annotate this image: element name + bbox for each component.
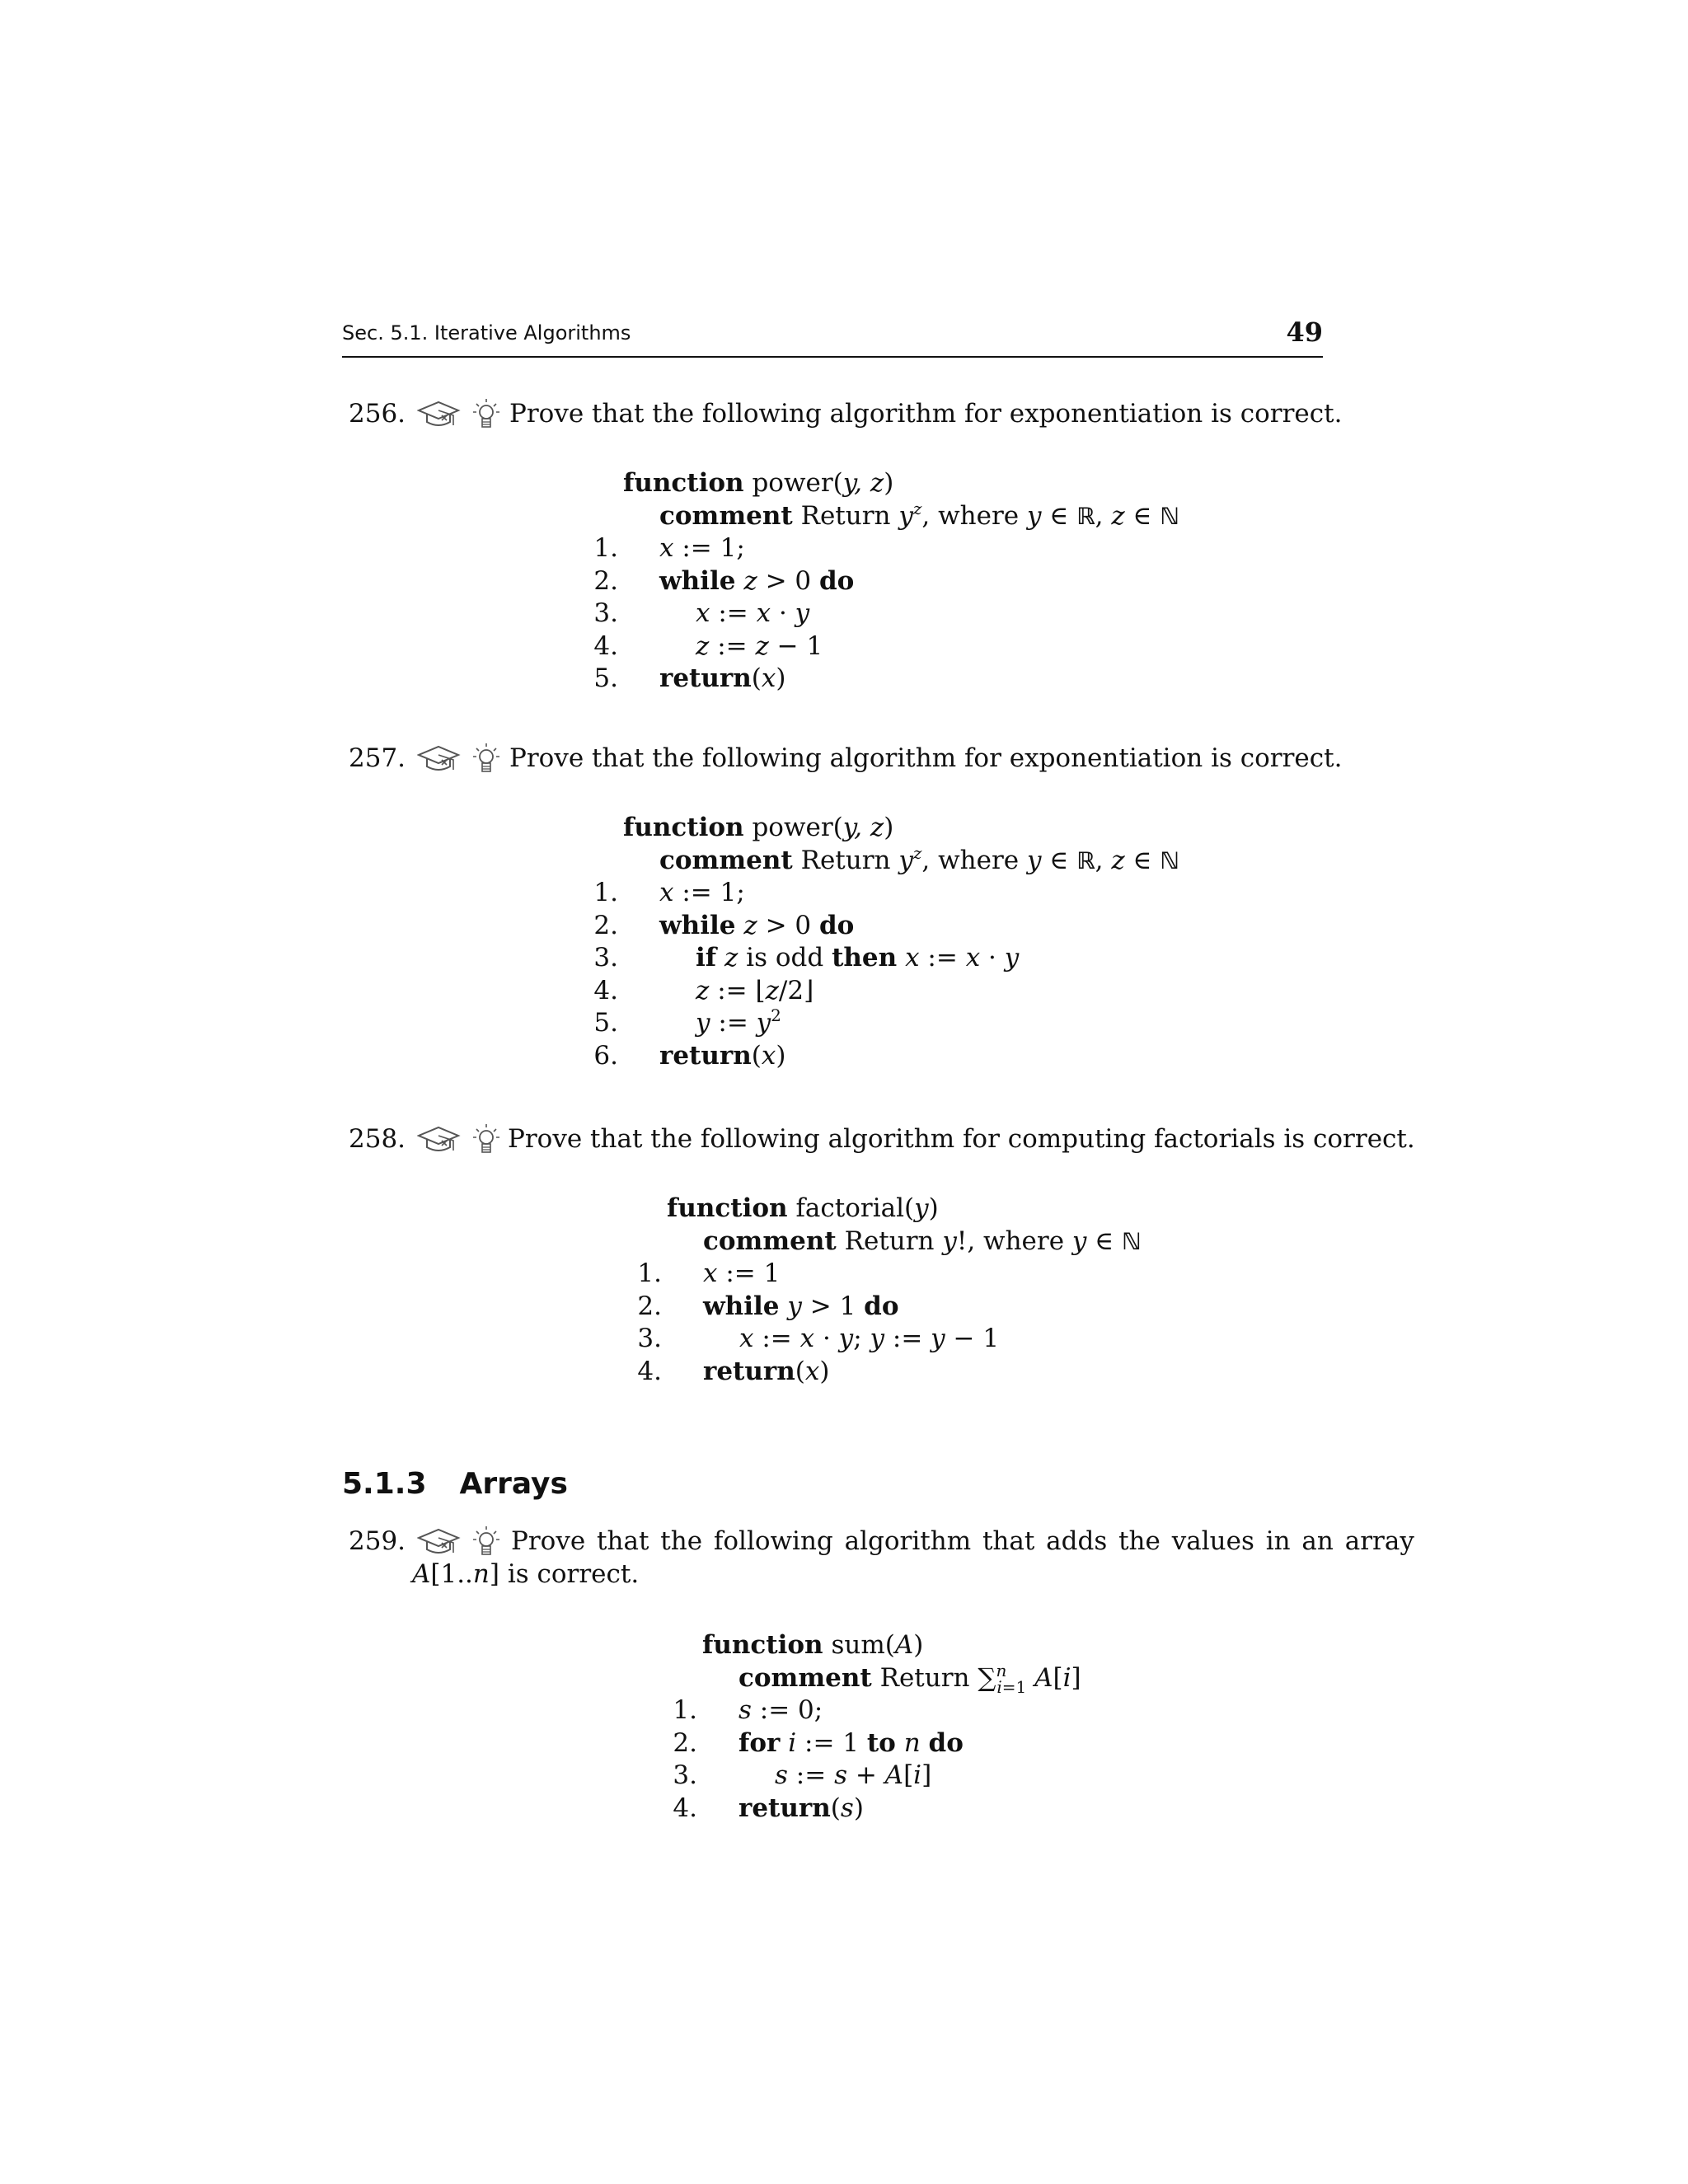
- problem-text: Prove that the following algorithm for computing factorials is correct.: [508, 1124, 1415, 1154]
- light-bulb-icon: [470, 397, 503, 430]
- light-bulb-icon: [470, 742, 503, 775]
- section-number: 5.1.3: [342, 1467, 427, 1501]
- algorithm-power-1: function power(y, z) comment Return $y^z$, where y ∈ ℝ, z ∈ ℕ 1. x := 1; 2. while z > 0 do 3. x := x · y 4. z := z − 1 5. return(x): [593, 468, 1179, 693]
- graduation-cap-icon: [417, 742, 462, 775]
- running-header-section: Sec. 5.1. Iterative Algorithms: [342, 321, 631, 344]
- algorithm-sum: function sum(A) comment Return ∑$^n_{i=1}$ A[i] 1. s := 0; 2. for i := 1 to n do 3. s := s + A[i] 4. return(s): [673, 1630, 1081, 1823]
- problem-text-line2: A[1..n] is correct.: [412, 1559, 640, 1589]
- section-title: Arrays: [459, 1467, 568, 1501]
- problem-257: [0, 742, 1688, 775]
- algorithm-factorial: function factorial(y) comment Return y!, where y ∈ ℕ 1. x := 1 2. while y > 1 do 3. x := x · y; y := y − 1 4. return(x): [637, 1193, 1142, 1386]
- problem-text-line1: Prove that the following algorithm that adds the values in an array: [511, 1526, 1414, 1556]
- problem-number: 259.: [349, 1526, 406, 1556]
- light-bulb-icon: [470, 1525, 503, 1558]
- problem-text: Prove that the following algorithm for exponentiation is correct.: [509, 399, 1343, 429]
- graduation-cap-icon: [417, 1525, 462, 1558]
- problem-number: 256.: [349, 399, 406, 429]
- section-heading: [342, 1467, 568, 1501]
- page-number: 49: [1286, 316, 1323, 348]
- problem-number: 258.: [349, 1124, 406, 1154]
- graduation-cap-icon: [417, 1122, 462, 1155]
- problem-256: [0, 397, 1688, 430]
- problem-258: [0, 1122, 1688, 1155]
- problem-259: [0, 1525, 1688, 1591]
- algorithm-power-2: function power(y, z) comment Return $y^z$, where y ∈ ℝ, z ∈ ℕ 1. x := 1; 2. while z > 0 do 3. if z is odd then x := x · y 4. z := ⌊z/2⌋ 5. y := $y^2$ 6. return(x): [593, 813, 1179, 1071]
- light-bulb-icon: [470, 1122, 503, 1155]
- problem-number: 257.: [349, 743, 406, 773]
- header-rule: [342, 356, 1323, 358]
- graduation-cap-icon: [417, 397, 462, 430]
- problem-text: Prove that the following algorithm for exponentiation is correct.: [509, 743, 1343, 773]
